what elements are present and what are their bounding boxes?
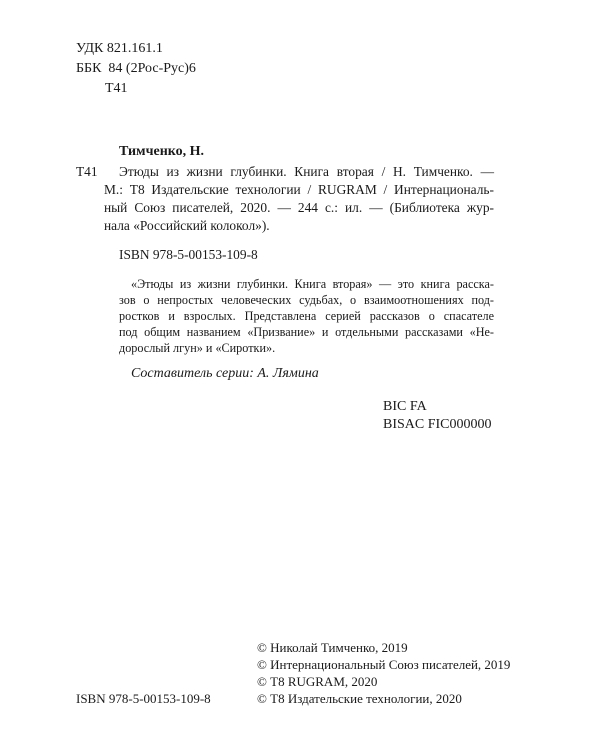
- annotation-line: ростков и взрослых. Представлена серией рассказов о спасателе: [119, 309, 494, 323]
- entry-isbn: ISBN 978-5-00153-109-8: [119, 247, 258, 262]
- entry-author: Тимченко, Н.: [119, 144, 205, 159]
- entry-line: Этюды из жизни глубинки. Книга вторая / Н. Тимченко. —: [119, 164, 494, 179]
- copyright-line: © Интернациональный Союз писателей, 2019: [257, 657, 511, 672]
- bbk-code: ББК 84 (2Рос-Рус)6: [76, 61, 196, 76]
- footer-isbn: ISBN 978-5-00153-109-8: [76, 691, 211, 706]
- annotation-line: под общим названием «Призвание» и отдельными рассказами «Не-: [119, 325, 494, 339]
- series-compiler: Составитель серии: А. Лямина: [131, 366, 319, 381]
- annotation-line: «Этюды из жизни глубинки. Книга вторая» — это книга расска-: [131, 277, 494, 291]
- bisac-code: BISAC FIC000000: [383, 417, 492, 432]
- entry-line: М.: Т8 Издательские технологии / RUGRAM / Интернациональ-: [104, 182, 494, 197]
- copyright-line: © Т8 RUGRAM, 2020: [257, 674, 378, 689]
- udk-code: УДК 821.161.1: [76, 41, 163, 56]
- copyright-line: © Николай Тимченко, 2019: [257, 640, 408, 655]
- entry-line: нала «Российский колокол»).: [104, 218, 270, 233]
- bic-code: BIC FA: [383, 399, 427, 414]
- entry-mark: Т41: [76, 164, 98, 179]
- annotation-line: зов о непростых человеческих судьбах, о взаимоотношениях под-: [119, 293, 494, 307]
- entry-line: ный Союз писателей, 2020. — 244 с.: ил. — (Библиотека жур-: [104, 200, 494, 215]
- author-sign: Т41: [105, 81, 128, 96]
- copyright-line: © Т8 Издательские технологии, 2020: [257, 691, 462, 706]
- annotation-line: дорослый лгун» и «Сиротки».: [119, 341, 276, 355]
